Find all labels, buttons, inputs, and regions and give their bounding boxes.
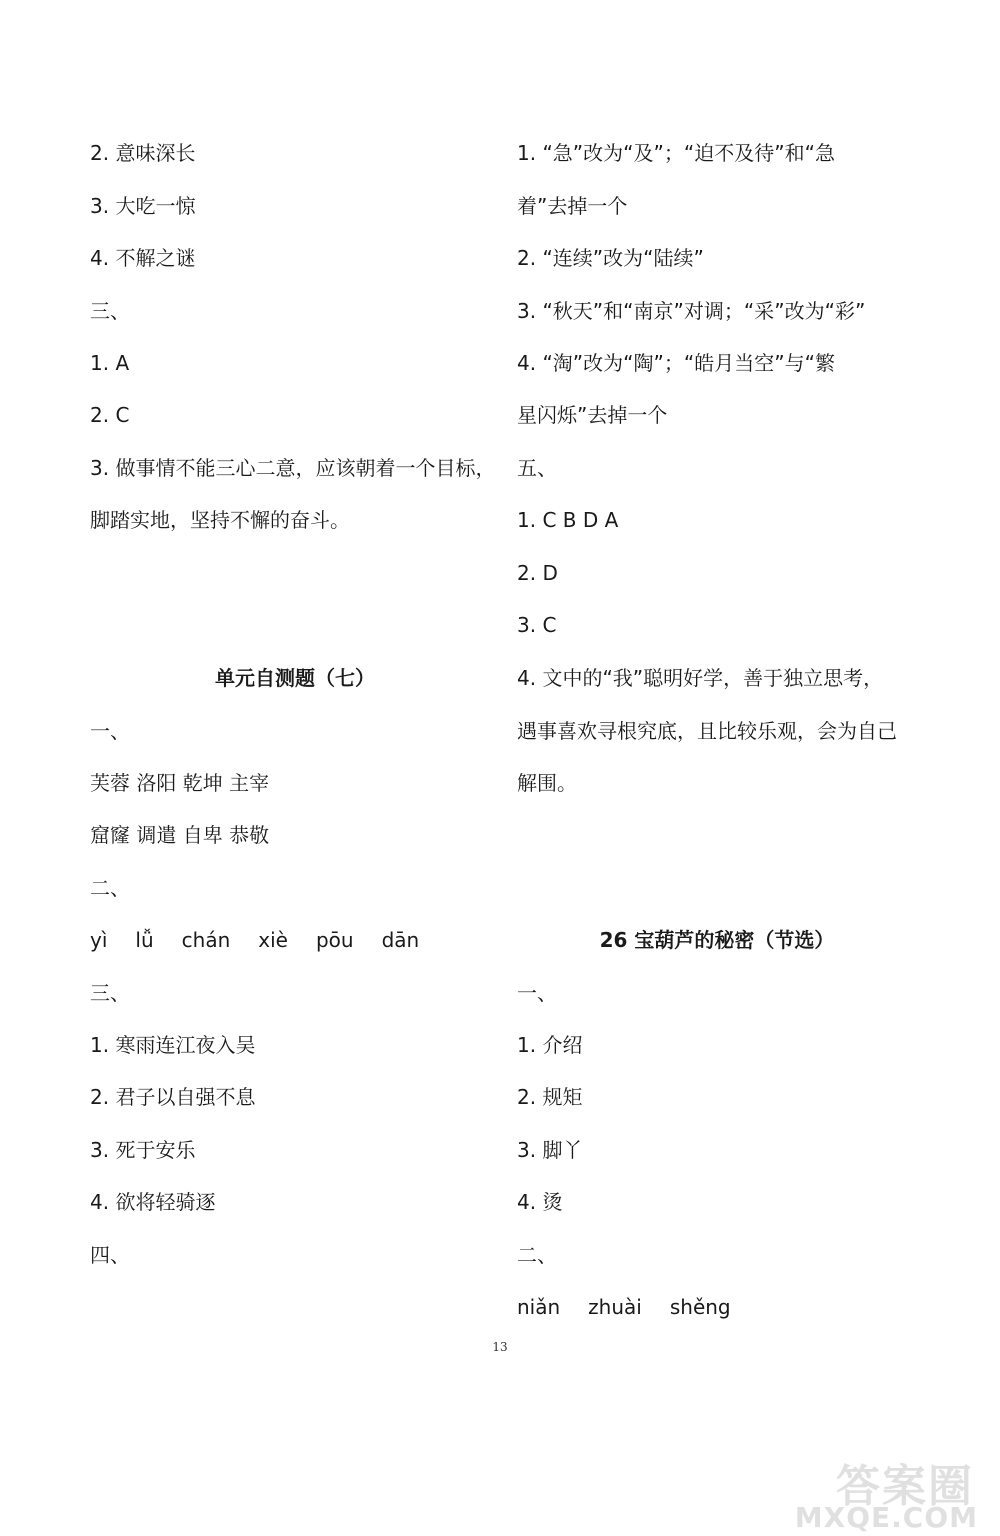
answer-line: 3. “秋天”和“南京”对调；“采”改为“彩”: [517, 299, 866, 323]
answer-line: 3. 脚丫: [517, 1138, 583, 1162]
answer-line: 解围。: [517, 771, 577, 795]
answer-line: 4. “淘”改为“陶”；“皓月当空”与“繁: [517, 351, 835, 375]
answer-line: 1. 寒雨连江夜入吴: [90, 1033, 256, 1057]
pinyin-item: lǚ: [135, 928, 154, 952]
answer-line: 4. 烫: [517, 1190, 563, 1214]
answer-line: 着”去掉一个: [517, 194, 628, 218]
answer-line: 遇事喜欢寻根究底，且比较乐观，会为自己: [517, 719, 897, 743]
answer-line: 1. 介绍: [517, 1033, 583, 1057]
section-number: 三、: [90, 981, 130, 1005]
section-number: 一、: [90, 719, 130, 743]
pinyin-item: shěng: [669, 1295, 731, 1319]
pinyin-item: niǎn: [517, 1295, 561, 1319]
pinyin-item: pōu: [315, 928, 354, 952]
section-number: 五、: [517, 456, 557, 480]
section-title: 单元自测题（七）: [215, 666, 375, 690]
section-title: 26 宝葫芦的秘密（节选）: [599, 928, 835, 952]
watermark-text-top: 答案圈: [836, 1461, 974, 1512]
answer-line: 星闪烁”去掉一个: [517, 403, 668, 427]
answer-line: 2. 君子以自强不息: [90, 1085, 256, 1109]
page-number: 13: [492, 1340, 508, 1354]
pinyin-row: [90, 928, 447, 952]
answer-line: 3. C: [517, 613, 557, 637]
section-number: 二、: [90, 876, 130, 900]
pinyin-item: chán: [181, 928, 231, 952]
answer-line: 4. 不解之谜: [90, 246, 196, 270]
watermark-logo: [788, 1446, 988, 1536]
answer-line: 1. C B D A: [517, 508, 619, 532]
answer-line: 2. “连续”改为“陆续”: [517, 246, 704, 270]
pinyin-item: dān: [381, 928, 420, 952]
answer-line: 4. 欲将轻骑逐: [90, 1190, 216, 1214]
answer-line: 窟窿 调遣 自卑 恭敬: [90, 823, 270, 847]
section-number: 一、: [517, 981, 557, 1005]
answer-line: 1. “急”改为“及”；“迫不及待”和“急: [517, 141, 835, 165]
pinyin-item: yì: [90, 928, 108, 952]
section-number: 四、: [90, 1243, 130, 1267]
answer-line: 2. C: [90, 403, 130, 427]
watermark-text-bottom: MXQE.COM: [794, 1501, 978, 1534]
pinyin-item: zhuài: [588, 1295, 642, 1319]
answer-line: 3. 大吃一惊: [90, 194, 196, 218]
answer-line: 1. A: [90, 351, 130, 375]
answer-line: 2. 意味深长: [90, 141, 196, 165]
answer-line: 2. 规矩: [517, 1085, 583, 1109]
section-number: 三、: [90, 299, 130, 323]
answer-line: 3. 做事情不能三心二意，应该朝着一个目标，: [90, 456, 496, 480]
answer-line: 芙蓉 洛阳 乾坤 主宰: [90, 771, 270, 795]
answer-line: 3. 死于安乐: [90, 1138, 196, 1162]
section-number: 二、: [517, 1243, 557, 1267]
answer-line: 2. D: [517, 561, 558, 585]
answer-line: 4. 文中的“我”聪明好学，善于独立思考，: [517, 666, 884, 690]
pinyin-item: xiè: [258, 928, 288, 952]
pinyin-row: [517, 1295, 759, 1319]
answer-line: 脚踏实地，坚持不懈的奋斗。: [90, 508, 350, 532]
